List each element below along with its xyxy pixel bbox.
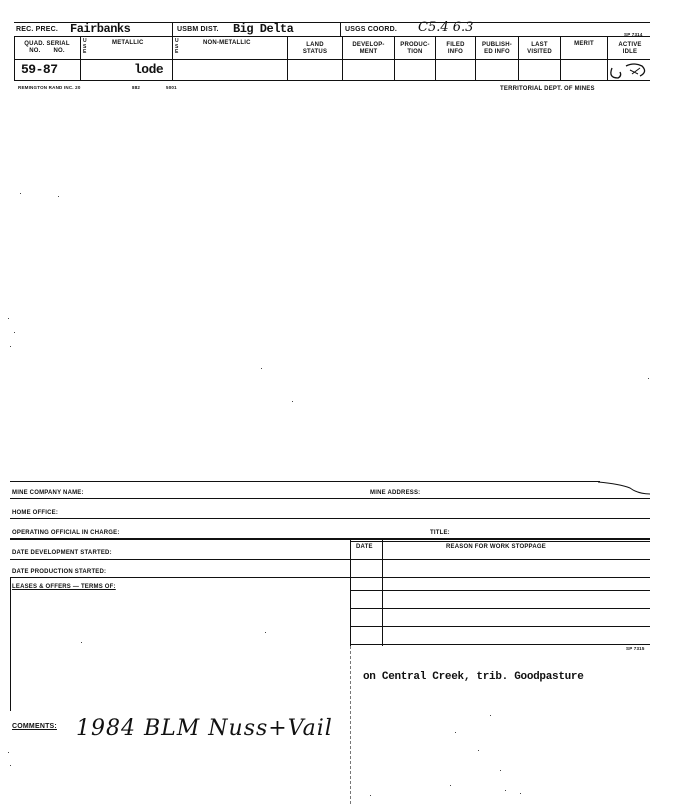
- rec-prec-label: REC. PREC.: [16, 26, 59, 33]
- reason-column-header: REASON FOR WORK STOPPAGE: [446, 544, 546, 550]
- col-use-metallic: U S E: [83, 38, 87, 55]
- col-production: PRODUC- TION: [400, 42, 430, 55]
- curved-fold-line: [598, 478, 650, 500]
- home-office-label: HOME OFFICE:: [12, 510, 59, 516]
- date-column-right: [382, 538, 383, 646]
- bottom-rule: [10, 518, 650, 519]
- col-metallic: METALLIC: [112, 40, 144, 46]
- bottom-rule: [10, 498, 650, 499]
- header-rule-2: [14, 36, 650, 37]
- header-divider: [340, 22, 341, 36]
- col-divider: [14, 36, 15, 80]
- usgs-coord-value: C5.4 6.3: [418, 20, 474, 35]
- bottom-rule: [350, 541, 650, 542]
- col-published-info: PUBLISH- ED INFO: [482, 42, 512, 55]
- header-bottom-rule: [14, 80, 650, 81]
- col-active-idle: ACTIVE IDLE: [618, 42, 642, 55]
- header-divider: [172, 22, 173, 36]
- imprint-right: TERRITORIAL DEPT. OF MINES: [500, 86, 595, 92]
- leases-box-left: [10, 577, 11, 711]
- bottom-rule: [350, 608, 650, 609]
- idle-check-mark: [604, 60, 652, 82]
- bottom-rule: [350, 590, 650, 591]
- comments-label: COMMENTS:: [12, 723, 57, 730]
- col-last-visited: LAST VISITED: [527, 42, 552, 55]
- imprint-left: REMINGTON RAND INC. 20: [18, 85, 81, 90]
- col-land-status: LAND STATUS: [302, 42, 328, 55]
- imprint-code-2: 5001: [166, 85, 177, 90]
- col-divider: [80, 36, 81, 80]
- usbm-dist-label: USBM DIST.: [177, 26, 219, 33]
- quad-serial-value: 59-87: [21, 62, 58, 77]
- bottom-rule: [350, 626, 650, 627]
- mine-address-label: MINE ADDRESS:: [370, 490, 421, 496]
- metallic-value: lode: [134, 62, 164, 77]
- date-development-label: DATE DEVELOPMENT STARTED:: [12, 550, 112, 556]
- operating-official-label: OPERATING OFFICIAL IN CHARGE:: [12, 530, 120, 536]
- usbm-dist-value: Big Delta: [233, 22, 294, 36]
- col-merit: MERIT: [574, 41, 594, 47]
- usgs-coord-label: USGS COORD.: [345, 26, 397, 33]
- imprint-code-1: 882: [132, 85, 141, 90]
- bottom-top-rule: [10, 481, 600, 482]
- bottom-rule: [10, 559, 650, 560]
- col-development: DEVELOP- MENT: [352, 42, 385, 55]
- bottom-rule: [350, 644, 650, 645]
- leases-offers-label: LEASES & OFFERS — TERMS OF:: [12, 584, 116, 590]
- bottom-rule: [10, 577, 650, 578]
- col-use-nonmetallic: U S E: [175, 38, 179, 55]
- date-column-left: [350, 538, 351, 646]
- col-filed-info: FILED INFO: [446, 42, 465, 55]
- comments-divider: [350, 646, 351, 804]
- comments-handwritten: 1984 BLM Nuss+Vail: [76, 716, 333, 741]
- bottom-rule: [10, 538, 650, 540]
- col-non-metallic: NON-METALLIC: [203, 40, 251, 46]
- rec-prec-value: Fairbanks: [70, 22, 131, 36]
- date-production-label: DATE PRODUCTION STARTED:: [12, 569, 107, 575]
- title-label: TITLE:: [430, 530, 450, 536]
- date-column-header: DATE: [356, 544, 373, 550]
- form-number-bottom: SP 7315: [626, 646, 645, 651]
- mine-company-label: MINE COMPANY NAME:: [12, 490, 84, 496]
- col-divider: [172, 36, 173, 80]
- col-quad-serial: QUAD. SERIAL NO. NO.: [24, 41, 70, 54]
- header-rule-3: [14, 59, 650, 60]
- location-note: on Central Creek, trib. Goodpasture: [363, 671, 584, 683]
- form-number-top: SP 7314: [624, 32, 643, 37]
